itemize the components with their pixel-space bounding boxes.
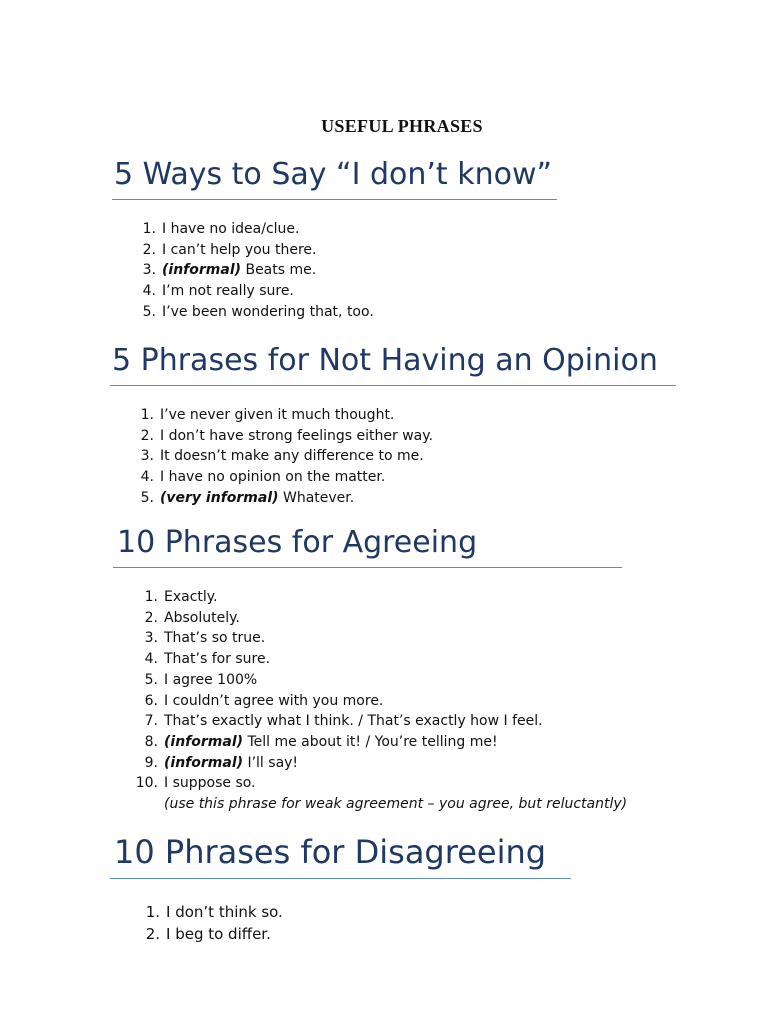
item-number: 10. — [135, 775, 158, 792]
list-item — [132, 281, 374, 302]
item-text: Tell me about it! / You’re telling me! — [243, 733, 498, 750]
list-item — [130, 488, 433, 509]
item-text: I’ve never given it much thought. — [160, 407, 395, 423]
item-text: I don’t have strong feelings either way. — [160, 427, 433, 444]
register-tag: (informal) — [164, 733, 244, 750]
list-item — [132, 260, 374, 281]
heading-underline — [112, 199, 557, 200]
item-number: 1. — [145, 903, 160, 921]
item-text: Beats me. — [241, 262, 317, 279]
item-note: (use this phrase for weak agreement – you agree, but reluctantly) — [164, 796, 628, 813]
list-agreeing — [134, 587, 627, 815]
section-heading-dont-know: 5 Ways to Say “I don’t know” — [114, 157, 553, 192]
list-disagreeing — [136, 901, 283, 945]
item-text: I beg to differ. — [166, 925, 271, 943]
list-item — [134, 691, 627, 712]
item-text: I can’t help you there. — [162, 241, 317, 258]
item-text: It doesn’t make any difference to me. — [160, 448, 424, 465]
section-heading-agreeing: 10 Phrases for Agreeing — [117, 525, 478, 560]
item-number: 2. — [142, 241, 156, 258]
item-text: I couldn’t agree with you more. — [164, 692, 384, 709]
item-number: 4. — [144, 651, 158, 668]
item-number: 3. — [144, 630, 158, 647]
list-item — [130, 446, 433, 467]
heading-underline — [110, 385, 676, 386]
item-number: 8. — [144, 733, 158, 750]
item-text: That’s for sure. — [164, 651, 271, 668]
list-item — [134, 753, 627, 774]
list-item — [134, 587, 627, 608]
list-item — [130, 405, 433, 426]
item-text: I have no opinion on the matter. — [160, 469, 386, 486]
item-text: I suppose so. — [164, 775, 256, 792]
item-text: I’ve been wondering that, too. — [162, 303, 374, 320]
item-number: 6. — [144, 692, 158, 709]
item-number: 7. — [144, 713, 158, 730]
item-text: I’m not really sure. — [162, 283, 294, 300]
item-text: Exactly. — [164, 589, 218, 605]
item-number: 4. — [142, 283, 156, 300]
list-no-opinion — [130, 405, 433, 509]
list-item — [130, 426, 433, 447]
item-text: I have no idea/clue. — [162, 221, 300, 237]
list-item — [134, 773, 627, 814]
section-heading-no-opinion: 5 Phrases for Not Having an Opinion — [112, 343, 658, 378]
list-item — [134, 711, 627, 732]
item-number: 2. — [145, 925, 160, 943]
item-text: I agree 100% — [164, 671, 258, 688]
list-item — [134, 628, 627, 649]
list-item — [134, 732, 627, 753]
list-item — [132, 302, 374, 323]
list-item — [134, 608, 627, 629]
item-number: 1. — [142, 221, 156, 237]
list-item — [132, 219, 374, 240]
item-number: 1. — [144, 589, 158, 605]
list-dont-know — [132, 219, 374, 323]
item-text: I’ll say! — [243, 754, 299, 771]
list-item — [134, 670, 627, 691]
item-number: 4. — [140, 469, 154, 486]
item-number: 3. — [140, 448, 154, 465]
item-number: 5. — [144, 671, 158, 688]
item-text: That’s so true. — [164, 630, 266, 647]
item-number: 5. — [142, 303, 156, 320]
list-item — [130, 467, 433, 488]
item-text: Whatever. — [278, 489, 355, 506]
item-number: 2. — [144, 609, 158, 626]
item-number: 5. — [140, 489, 154, 506]
section-heading-disagreeing: 10 Phrases for Disagreeing — [114, 833, 547, 871]
item-text: That’s exactly what I think. / That’s exactly how I feel. — [164, 713, 543, 730]
register-tag: (informal) — [164, 754, 244, 771]
register-tag: (very informal) — [160, 489, 279, 506]
document-title: USEFUL PHRASES — [321, 116, 483, 136]
heading-underline — [110, 878, 571, 879]
item-number: 3. — [142, 262, 156, 279]
list-item — [134, 649, 627, 670]
item-text: Absolutely. — [164, 609, 240, 626]
item-number: 9. — [144, 754, 158, 771]
list-item — [136, 901, 283, 923]
item-number: 1. — [140, 407, 154, 423]
register-tag: (informal) — [162, 262, 242, 279]
item-number: 2. — [140, 427, 154, 444]
list-item — [136, 923, 283, 945]
heading-underline — [113, 567, 622, 568]
item-text: I don’t think so. — [166, 903, 283, 921]
list-item — [132, 240, 374, 261]
